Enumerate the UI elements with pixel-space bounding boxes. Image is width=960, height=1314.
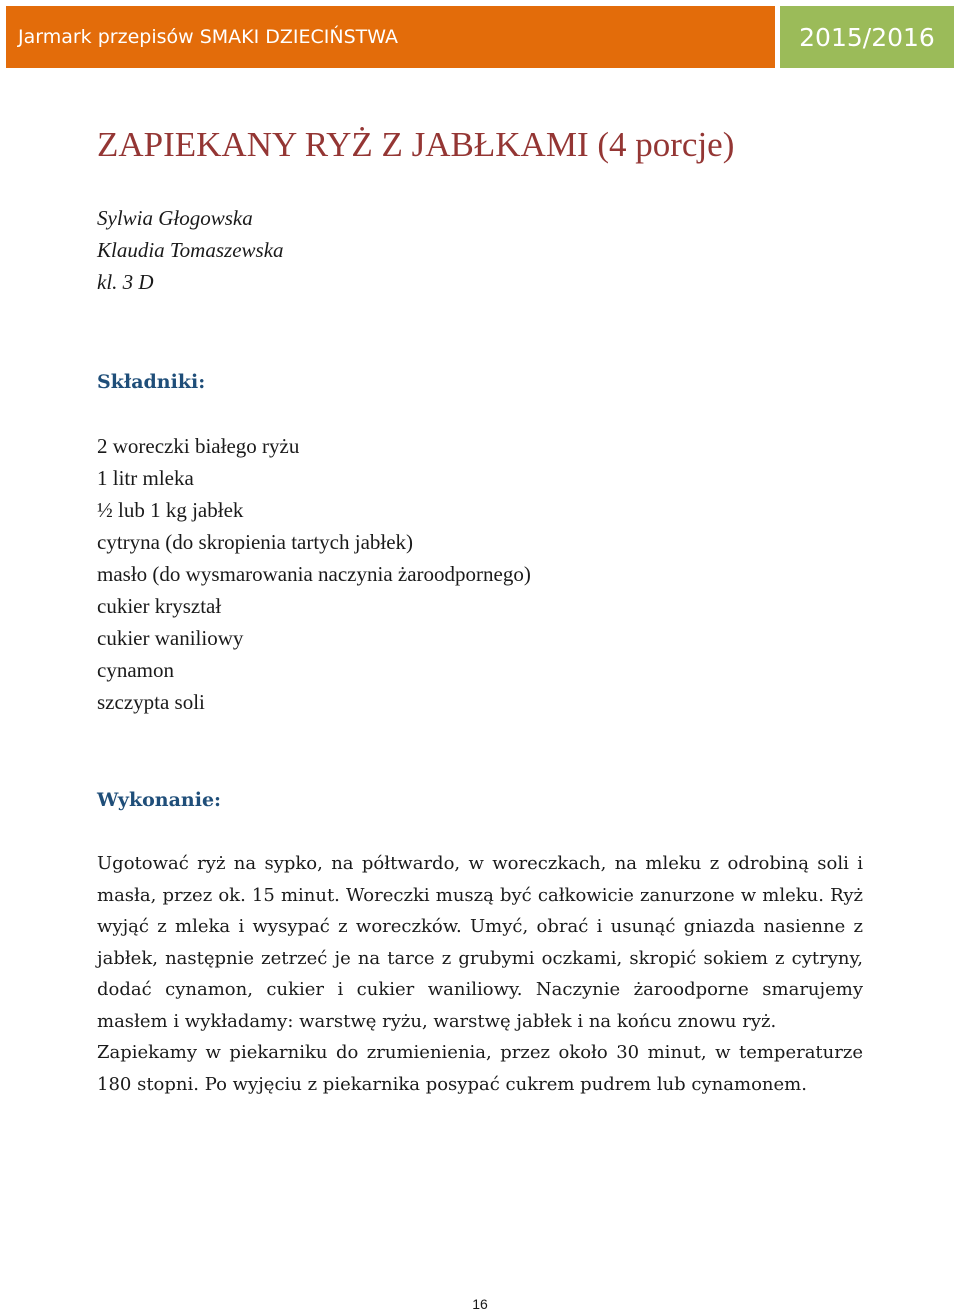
header-year: 2015/2016 (780, 6, 954, 68)
author-name: Sylwia Głogowska (97, 206, 253, 230)
page-number: 16 (472, 1296, 488, 1312)
method-paragraph: Zapiekamy w piekarniku do zrumienienia, przez około 30 minut, w temperaturze 180 stopni. Po wyjęciu z piekarnika posypać cukrem pudrem lub cynamonem. (97, 1042, 863, 1095)
page-header (6, 6, 954, 68)
ingredient-item: masło (do wysmarowania naczynia żaroodpornego) (97, 562, 531, 586)
header-title: Jarmark przepisów SMAKI DZIECIŃSTWA (6, 6, 776, 68)
author-name: Klaudia Tomaszewska (97, 238, 284, 262)
ingredient-item: cukier kryształ (97, 594, 222, 618)
ingredients-list (97, 430, 863, 718)
ingredient-item: 1 litr mleka (97, 466, 194, 490)
recipe-title: ZAPIEKANY RYŻ Z JABŁKAMI (4 porcje) (97, 125, 735, 164)
ingredient-item: ½ lub 1 kg jabłek (97, 498, 244, 522)
ingredient-item: cukier waniliowy (97, 626, 244, 650)
recipe-content (97, 118, 863, 1100)
ingredients-heading: Składniki: (97, 371, 206, 393)
ingredient-item: 2 woreczki białego ryżu (97, 434, 300, 458)
ingredient-item: szczypta soli (97, 690, 205, 714)
author-class: kl. 3 D (97, 270, 154, 294)
method-paragraph: Ugotować ryż na sypko, na półtwardo, w woreczkach, na mleku z odrobiną soli i masła, przez ok. 15 minut. Woreczki muszą być całkowicie zanurzone w mleku. Ryż wyjąć z mleka i wysypać z woreczków. Umyć, obrać i usunąć gniazda nasienne z jabłek, następnie zetrzeć je na tarce z grubymi oczkami, skropić sokiem z cytryny, dodać cynamon, cukier i cukier waniliowy. Naczynie żaroodporne smarujemy masłem i wykładamy: warstwę ryżu, warstwę jabłek i na końcu znowu ryż. (97, 853, 863, 1032)
method-heading: Wykonanie: (97, 789, 222, 811)
method-text (97, 848, 863, 1100)
ingredient-item: cynamon (97, 658, 174, 682)
ingredient-item: cytryna (do skropienia tartych jabłek) (97, 530, 414, 554)
recipe-authors (97, 202, 863, 298)
